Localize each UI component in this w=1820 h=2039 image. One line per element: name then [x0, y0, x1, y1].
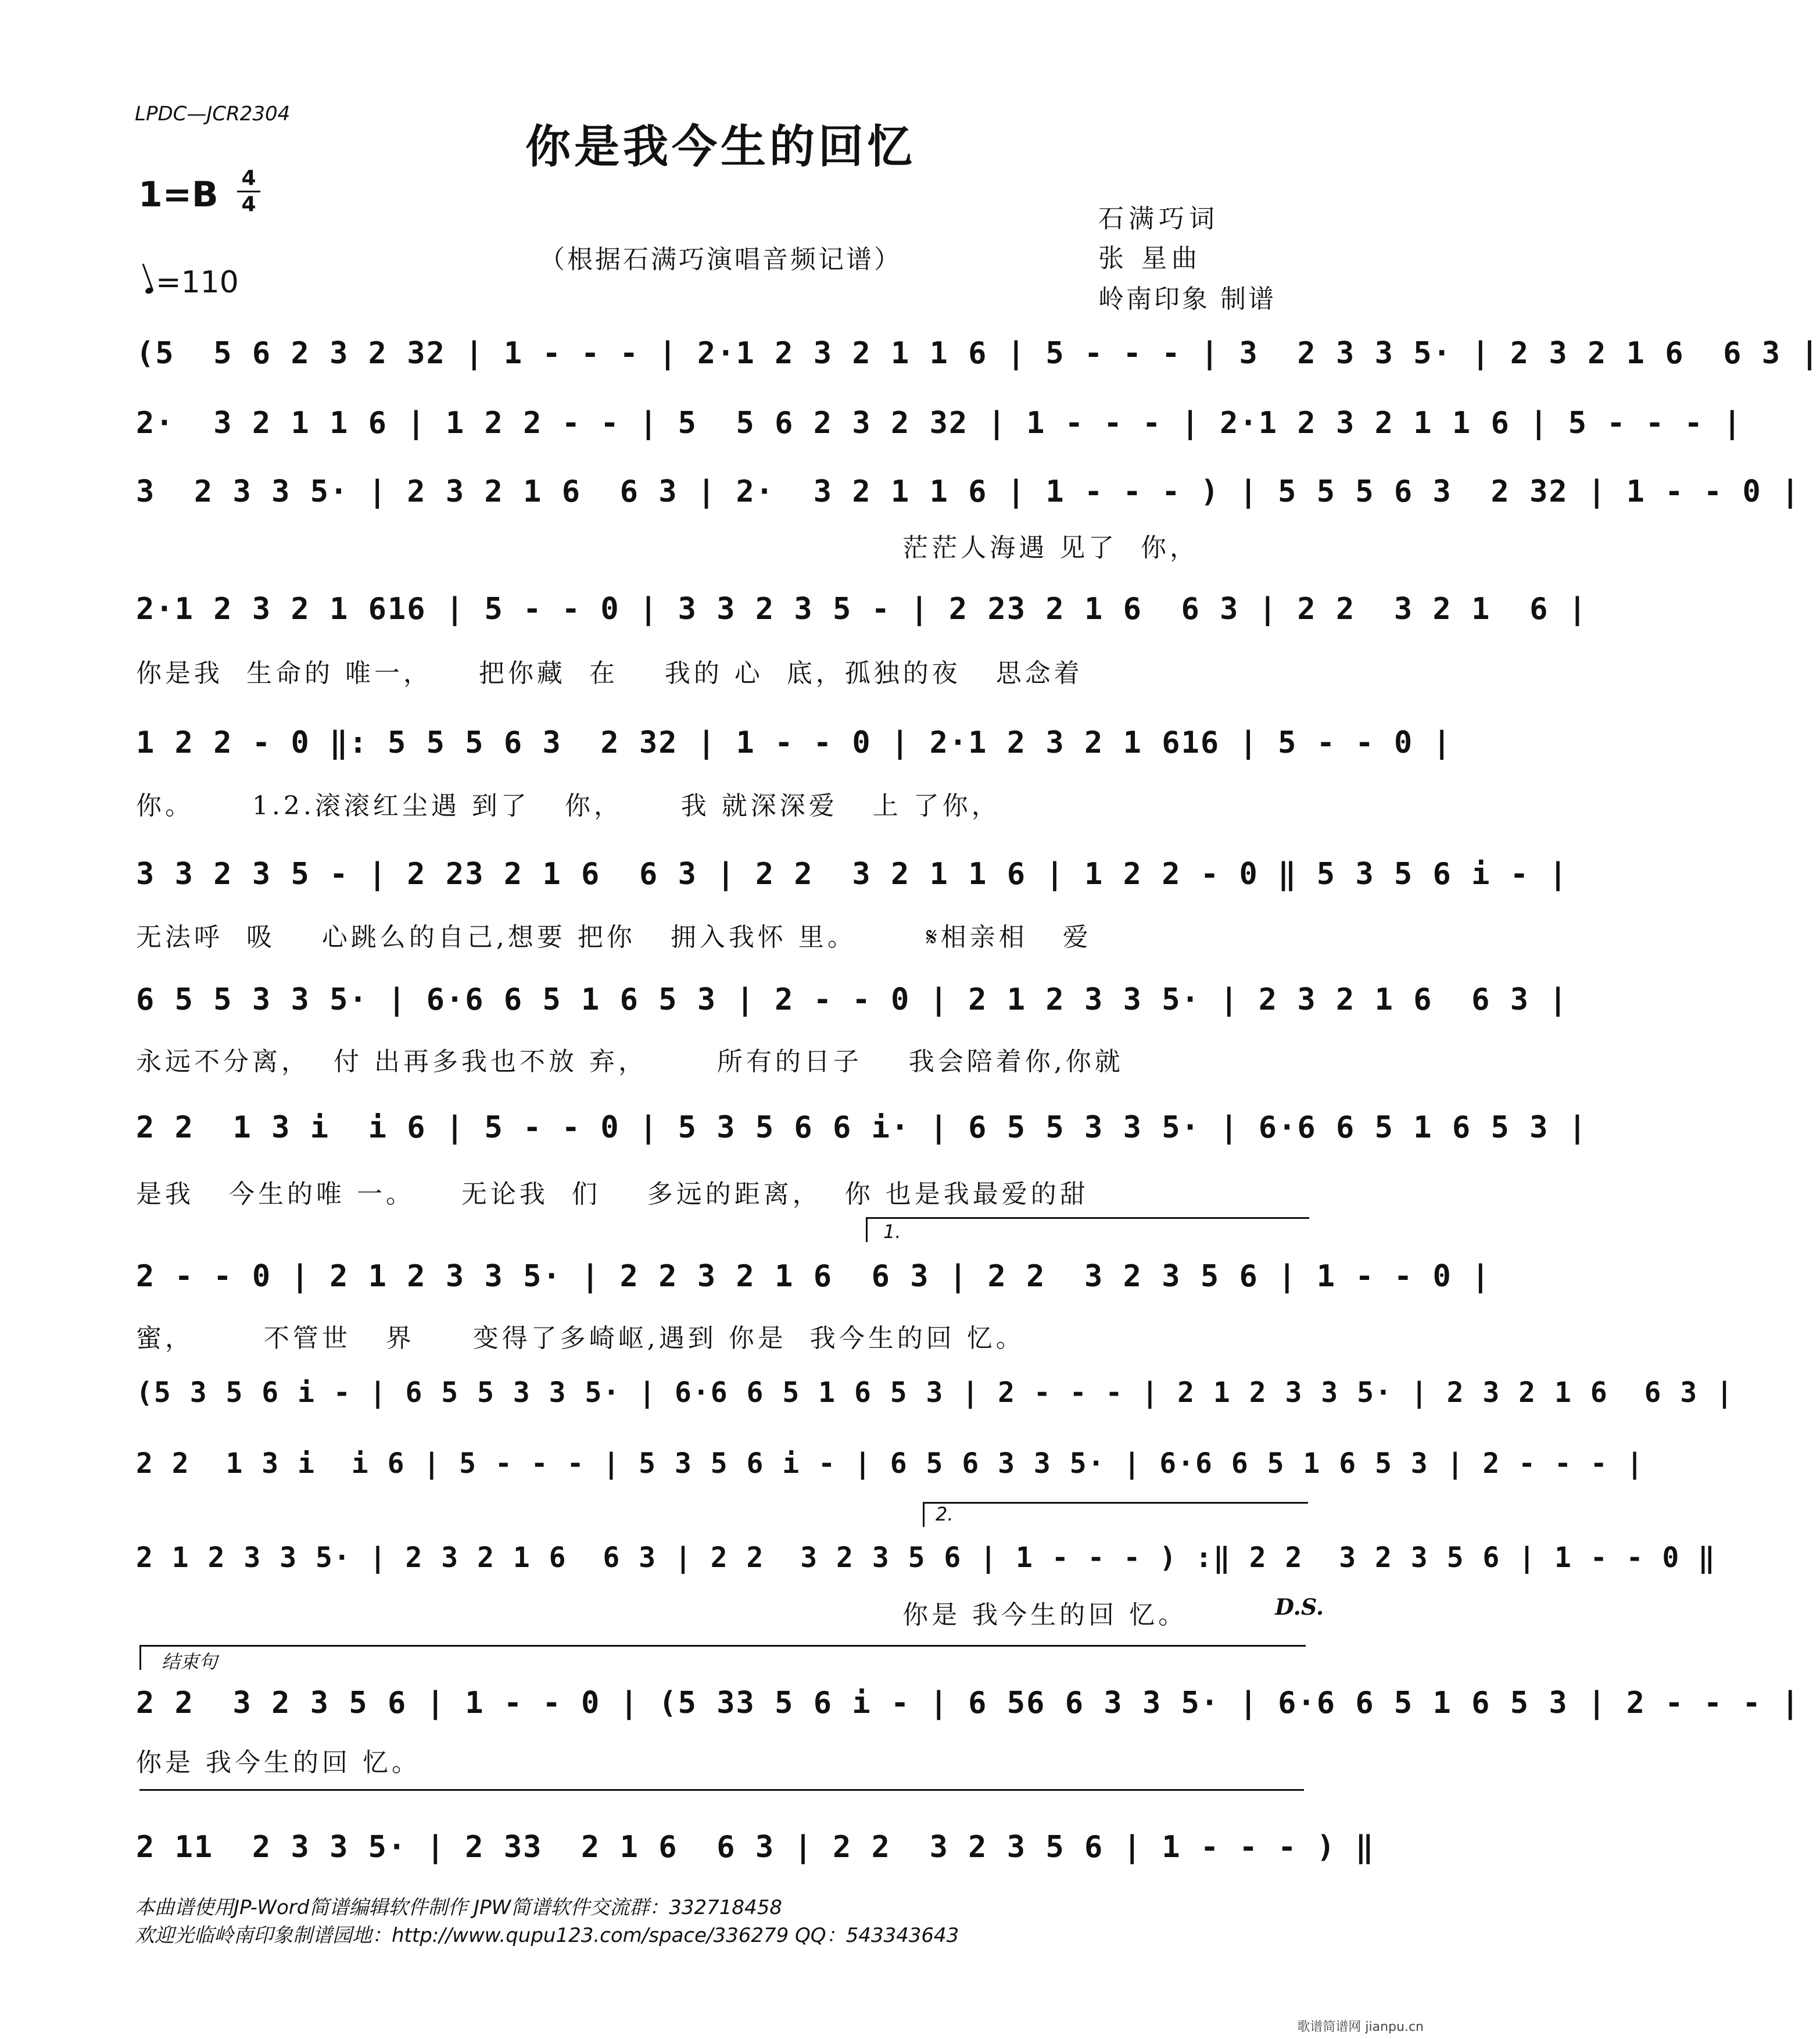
dal-segno-mark: D.S. — [1275, 1594, 1324, 1620]
lyric-line-3: 茫茫人海遇 见了 你， — [136, 533, 1199, 563]
score-system-4: 2·1 2 3 2 1 616 | 5 - - 0 | 3 3 2 3 5 - | 2 23 2 1 6 6 3 | 2 2 3 2 1 6 | — [136, 592, 1588, 627]
lyric-line-4: 你是我 生命的 唯一， 把你藏 在 我的 心 底，孤独的夜 思念着 — [136, 659, 1083, 688]
watermark: 歌谱简谱网 jianpu.cn — [1297, 2020, 1424, 2034]
lyric-line-13: 你是 我今生的回 忆。 — [136, 1748, 421, 1777]
page-title: 你是我今生的回忆 — [525, 120, 916, 173]
volta-2-bracket — [923, 1502, 1308, 1527]
arranger-credit: 岭南印象 制谱 — [1098, 284, 1276, 314]
coda-label: 结束句 — [162, 1651, 218, 1673]
score-system-9: 2 - - 0 | 2 1 2 3 3 5· | 2 2 3 2 1 6 6 3 | 2 2 3 2 3 5 6 | 1 - - 0 | — [136, 1259, 1491, 1294]
volta-1-bracket — [866, 1217, 1309, 1242]
score-code: LPDC—JCR2304 — [135, 102, 291, 126]
lyric-line-6: 无法呼 吸 心跳么的自己,想要 把你 拥入我怀 里。 𝄋相亲相 爱 — [136, 922, 1092, 952]
lyric-line-12: 你是 我今生的回 忆。 — [136, 1600, 1188, 1630]
footer-line-2: 欢迎光临岭南印象制谱园地：http://www.qupu123.com/space/336279 QQ：543343643 — [135, 1924, 959, 1947]
score-system-6: 3 3 2 3 5 - | 2 23 2 1 6 6 3 | 2 2 3 2 1 1 6 | 1 2 2 - 0 ‖ 5 3 5 6 i - | — [136, 857, 1568, 892]
lyricist-credit: 石满巧词 — [1098, 204, 1219, 234]
tempo-value: =110 — [156, 265, 239, 300]
score-system-2: 2· 3 2 1 1 6 | 1 2 2 - - | 5 5 6 2 3 2 32 | 1 - - - | 2·1 2 3 2 1 1 6 | 5 - - - | — [136, 406, 1743, 441]
score-system-3: 3 2 3 3 5· | 2 3 2 1 6 6 3 | 2· 3 2 1 1 6 | 1 - - - ) | 5 5 5 6 3 2 32 | 1 - - 0 | — [136, 474, 1801, 509]
meter-bottom: 4 — [241, 192, 256, 216]
score-system-8: 2 2 1 3 i i 6 | 5 - - 0 | 5 3 5 6 6 i· | 6 5 5 3 3 5· | 6·6 6 5 1 6 5 3 | — [136, 1110, 1588, 1145]
score-system-14: 2 11 2 3 3 5· | 2 33 2 1 6 6 3 | 2 2 3 2 3 5 6 | 1 - - - ) ‖ — [136, 1830, 1375, 1865]
volta-1-label: 1. — [883, 1221, 901, 1243]
quarter-note-icon — [145, 287, 155, 295]
lyric-line-5: 你。 1.2.滚滚红尘遇 到了 你， 我 就深深爱 上 了你， — [136, 791, 1001, 821]
final-bracket — [139, 1789, 1304, 1814]
coda-bracket — [139, 1645, 1306, 1670]
volta-2-label: 2. — [936, 1503, 954, 1525]
subtitle: （根据石满巧演唱音频记谱） — [539, 245, 902, 274]
lyric-line-8: 是我 今生的唯 一。 无论我 们 多远的距离， 你 也是我最爱的甜 — [136, 1179, 1089, 1209]
footer-line-1: 本曲谱使用JP-Word简谱编辑软件制作 JPW简谱软件交流群：332718458 — [135, 1896, 782, 1919]
score-system-10: (5 3 5 6 i - | 6 5 5 3 3 5· | 6·6 6 5 1 6 5 3 | 2 - - - | 2 1 2 3 3 5· | 2 3 2 1 6 6 3 | — [136, 1376, 1734, 1409]
score-system-13: 2 2 3 2 3 5 6 | 1 - - 0 | (5 33 5 6 i - | 6 56 6 3 3 5· | 6·6 6 5 1 6 5 3 | 2 - - - | — [136, 1686, 1801, 1720]
lyric-line-9: 蜜， 不管世 界 变得了多崎岖,遇到 你是 我今生的回 忆。 — [136, 1323, 1025, 1353]
score-system-1: (5 5 6 2 3 2 32 | 1 - - - | 2·1 2 3 2 1 1 6 | 5 - - - | 3 2 3 3 5· | 2 3 2 1 6 6 3 | — [136, 336, 1820, 371]
score-system-7: 6 5 5 3 3 5· | 6·6 6 5 1 6 5 3 | 2 - - 0 | 2 1 2 3 3 5· | 2 3 2 1 6 6 3 | — [136, 982, 1568, 1017]
score-system-5: 1 2 2 - 0 ‖: 5 5 5 6 3 2 32 | 1 - - 0 | 2·1 2 3 2 1 616 | 5 - - 0 | — [136, 725, 1452, 760]
key-signature: 1=B — [138, 174, 218, 215]
composer-credit: 张 星曲 — [1098, 244, 1202, 273]
time-signature — [237, 167, 260, 216]
score-system-12: 2 1 2 3 3 5· | 2 3 2 1 6 6 3 | 2 2 3 2 3 5 6 | 1 - - - ) :‖ 2 2 3 2 3 5 6 | 1 - - 0 ‖ — [136, 1541, 1717, 1574]
meter-top: 4 — [241, 166, 256, 190]
lyric-line-7: 永远不分离， 付 出再多我也不放 弃， 所有的日子 我会陪着你,你就 — [136, 1047, 1124, 1076]
score-system-11: 2 2 1 3 i i 6 | 5 - - - | 5 3 5 6 i - | 6 5 6 3 3 5· | 6·6 6 5 1 6 5 3 | 2 - - - | — [136, 1447, 1645, 1480]
